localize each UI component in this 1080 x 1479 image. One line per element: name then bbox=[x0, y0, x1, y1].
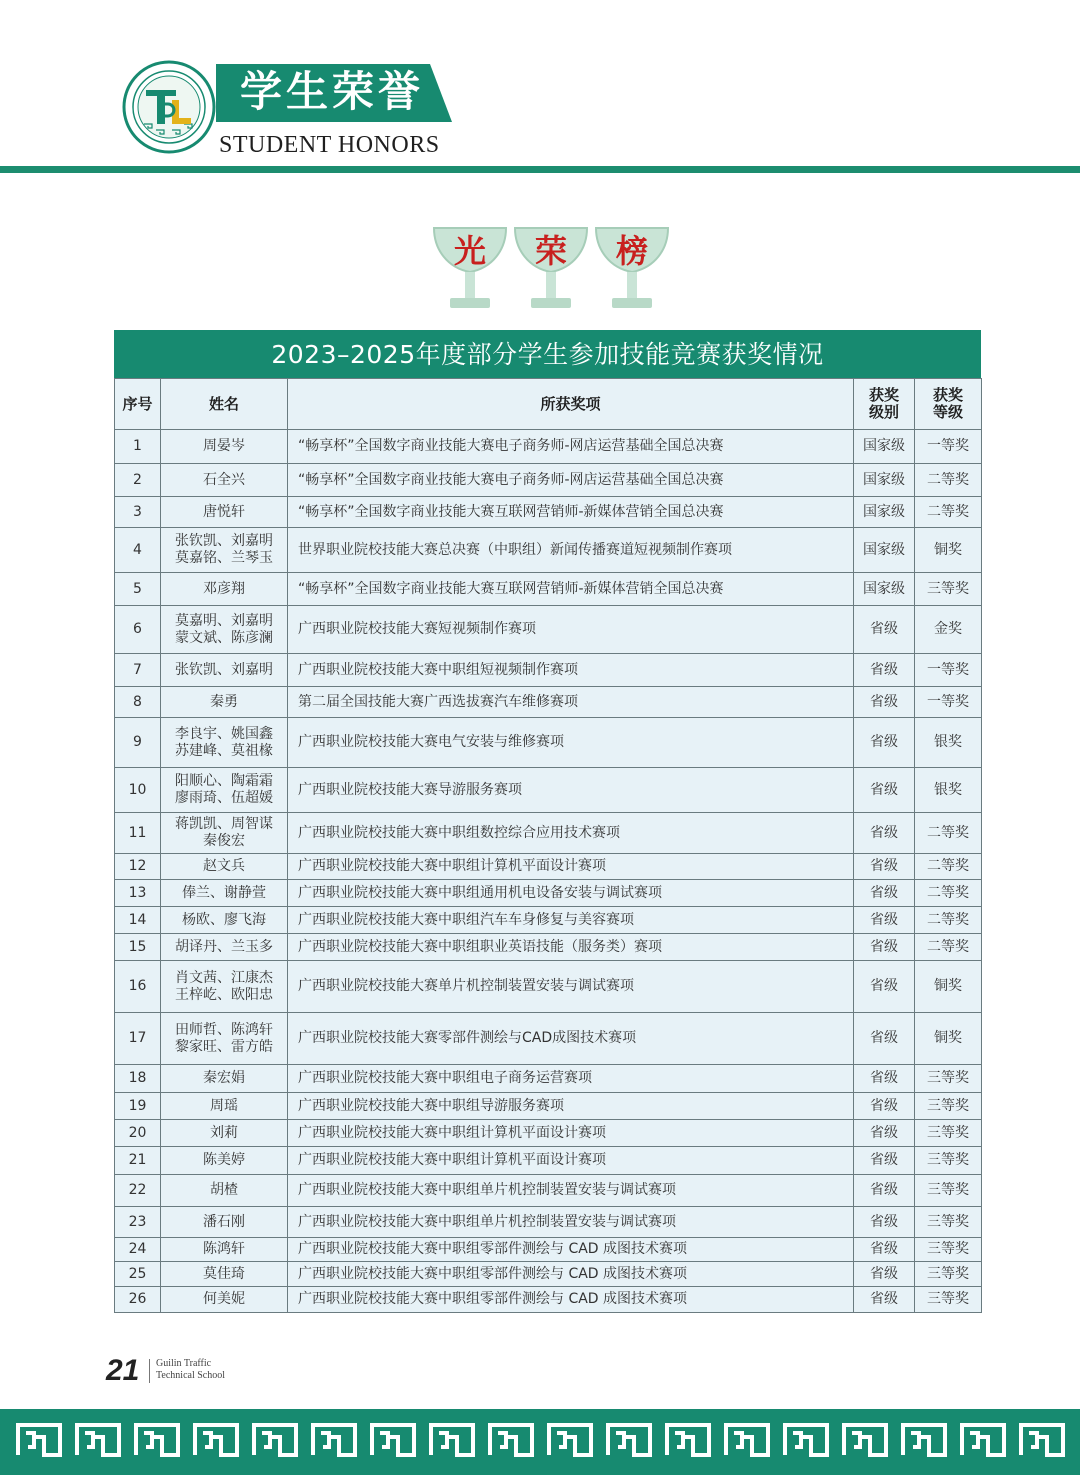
cell-level: 省级 bbox=[854, 813, 915, 854]
student-names: 廖雨琦、伍超媛 bbox=[175, 790, 273, 806]
cell-no: 11 bbox=[115, 813, 161, 854]
table-body bbox=[115, 430, 982, 1313]
cell-award: “畅享杯”全国数字商业技能大赛互联网营销师-新媒体营销全国总决赛 bbox=[288, 497, 854, 528]
cell-level: 省级 bbox=[854, 854, 915, 880]
cell-grade: 银奖 bbox=[915, 718, 982, 768]
cell-grade: 铜奖 bbox=[915, 961, 982, 1013]
fret-motif bbox=[431, 1425, 473, 1455]
student-names: 苏建峰、莫祖椽 bbox=[175, 742, 273, 759]
cell-no: 20 bbox=[115, 1120, 161, 1147]
table-row bbox=[115, 497, 982, 528]
header-level: 获奖 级别 bbox=[854, 379, 915, 430]
banner-char: 光 bbox=[453, 232, 487, 270]
cell-grade: 二等奖 bbox=[915, 854, 982, 880]
cell-name bbox=[161, 464, 288, 497]
student-names: 田师哲、陈鸿轩 bbox=[175, 1021, 273, 1038]
cell-level: 国家级 bbox=[854, 528, 915, 573]
cell-level: 省级 bbox=[854, 687, 915, 718]
cell-no: 4 bbox=[115, 528, 161, 573]
fret-motif bbox=[18, 1425, 60, 1455]
table-row bbox=[115, 1175, 982, 1207]
banner-char: 榜 bbox=[615, 232, 649, 270]
table-title: 2023–2025年度部分学生参加技能竞赛获奖情况 bbox=[114, 330, 981, 378]
student-names: 胡楂 bbox=[210, 1182, 238, 1198]
cell-level: 国家级 bbox=[854, 497, 915, 528]
page-title-en: STUDENT HONORS bbox=[219, 132, 440, 158]
table-row bbox=[115, 880, 982, 907]
table-row bbox=[115, 854, 982, 880]
cell-award: 世界职业院校技能大赛总决赛（中职组）新闻传播赛道短视频制作赛项 bbox=[288, 528, 854, 573]
cell-name bbox=[161, 880, 288, 907]
cell-name bbox=[161, 1093, 288, 1120]
cell-no: 16 bbox=[115, 961, 161, 1013]
cell-award: 广西职业院校技能大赛中职组通用机电设备安装与调试赛项 bbox=[288, 880, 854, 907]
cell-name bbox=[161, 1262, 288, 1287]
footer-band bbox=[0, 1409, 1080, 1475]
cell-no: 18 bbox=[115, 1065, 161, 1093]
cell-award: 广西职业院校技能大赛中职组电子商务运营赛项 bbox=[288, 1065, 854, 1093]
cell-no: 17 bbox=[115, 1013, 161, 1065]
cell-level: 省级 bbox=[854, 1207, 915, 1238]
cell-no: 3 bbox=[115, 497, 161, 528]
cell-level: 省级 bbox=[854, 1093, 915, 1120]
cell-grade: 三等奖 bbox=[915, 1065, 982, 1093]
student-names: 莫嘉铭、兰琴玉 bbox=[175, 550, 273, 566]
cell-award: 广西职业院校技能大赛中职组数控综合应用技术赛项 bbox=[288, 813, 854, 854]
cell-name bbox=[161, 1065, 288, 1093]
cell-name bbox=[161, 573, 288, 606]
cell-no: 13 bbox=[115, 880, 161, 907]
cell-award: 广西职业院校技能大赛零部件测绘与CAD成图技术赛项 bbox=[288, 1013, 854, 1065]
fret-motif bbox=[77, 1425, 119, 1455]
cell-no: 19 bbox=[115, 1093, 161, 1120]
table-row bbox=[115, 1287, 982, 1313]
cell-grade: 二等奖 bbox=[915, 934, 982, 961]
cell-name bbox=[161, 854, 288, 880]
cell-name bbox=[161, 961, 288, 1013]
cell-grade: 一等奖 bbox=[915, 430, 982, 464]
cell-no: 9 bbox=[115, 718, 161, 768]
cell-award: 广西职业院校技能大赛中职组导游服务赛项 bbox=[288, 1093, 854, 1120]
cell-name bbox=[161, 768, 288, 813]
table-row bbox=[115, 813, 982, 854]
fret-motif bbox=[726, 1425, 768, 1455]
table-row bbox=[115, 718, 982, 768]
cell-award: 第二届全国技能大赛广西选拔赛汽车维修赛项 bbox=[288, 687, 854, 718]
fret-motif bbox=[785, 1425, 827, 1455]
cell-award: 广西职业院校技能大赛中职组零部件测绘与 CAD 成图技术赛项 bbox=[288, 1287, 854, 1313]
cell-grade: 一等奖 bbox=[915, 654, 982, 687]
header-grade: 获奖 等级 bbox=[915, 379, 982, 430]
student-names: 周瑶 bbox=[210, 1097, 238, 1114]
cell-award: 广西职业院校技能大赛中职组汽车车身修复与美容赛项 bbox=[288, 907, 854, 934]
cell-no: 1 bbox=[115, 430, 161, 464]
cell-name bbox=[161, 813, 288, 854]
student-names: 蒋凯凯、周智谋 bbox=[175, 816, 273, 832]
cell-award: 广西职业院校技能大赛中职组计算机平面设计赛项 bbox=[288, 854, 854, 880]
cell-award: 广西职业院校技能大赛中职组零部件测绘与 CAD 成图技术赛项 bbox=[288, 1238, 854, 1262]
cell-name bbox=[161, 1147, 288, 1175]
cell-no: 23 bbox=[115, 1207, 161, 1238]
awards-table-container bbox=[114, 330, 981, 1313]
table-row bbox=[115, 654, 982, 687]
cell-award: “畅享杯”全国数字商业技能大赛电子商务师-网店运营基础全国总决赛 bbox=[288, 430, 854, 464]
student-names: 莫佳琦 bbox=[203, 1265, 245, 1282]
cell-level: 省级 bbox=[854, 961, 915, 1013]
student-names: 肖文茜、江康杰 bbox=[175, 969, 273, 986]
cell-grade: 三等奖 bbox=[915, 1175, 982, 1207]
cell-name bbox=[161, 1120, 288, 1147]
cell-award: 广西职业院校技能大赛中职组计算机平面设计赛项 bbox=[288, 1120, 854, 1147]
cell-name bbox=[161, 430, 288, 464]
table-row bbox=[115, 961, 982, 1013]
page-number-divider bbox=[149, 1359, 150, 1383]
fret-motif bbox=[608, 1425, 650, 1455]
cell-no: 25 bbox=[115, 1262, 161, 1287]
cell-no: 2 bbox=[115, 464, 161, 497]
table-row bbox=[115, 430, 982, 464]
cell-no: 14 bbox=[115, 907, 161, 934]
fret-motif bbox=[903, 1425, 945, 1455]
fret-motif bbox=[195, 1425, 237, 1455]
cell-award: 广西职业院校技能大赛电气安装与维修赛项 bbox=[288, 718, 854, 768]
cell-level: 国家级 bbox=[854, 430, 915, 464]
cell-level: 省级 bbox=[854, 1120, 915, 1147]
cell-name bbox=[161, 907, 288, 934]
cell-level: 国家级 bbox=[854, 573, 915, 606]
cell-grade: 三等奖 bbox=[915, 1120, 982, 1147]
table-row bbox=[115, 687, 982, 718]
page-number: 21 bbox=[106, 1354, 140, 1387]
header-name: 姓名 bbox=[161, 379, 288, 430]
cell-award: 广西职业院校技能大赛中职组短视频制作赛项 bbox=[288, 654, 854, 687]
student-names: 周晏岑 bbox=[203, 438, 245, 454]
student-names: 胡译丹、兰玉多 bbox=[175, 938, 273, 955]
student-names: 陈鸿轩 bbox=[203, 1241, 245, 1257]
student-names: 邓彦翔 bbox=[203, 580, 245, 597]
student-names: 秦勇 bbox=[210, 693, 238, 710]
cell-award: 广西职业院校技能大赛中职组计算机平面设计赛项 bbox=[288, 1147, 854, 1175]
cell-grade: 铜奖 bbox=[915, 1013, 982, 1065]
cell-award: 广西职业院校技能大赛中职组单片机控制装置安装与调试赛项 bbox=[288, 1175, 854, 1207]
cell-grade: 三等奖 bbox=[915, 1207, 982, 1238]
school-logo bbox=[122, 60, 216, 154]
table-header-row bbox=[115, 379, 982, 430]
cell-level: 省级 bbox=[854, 1013, 915, 1065]
cell-grade: 三等奖 bbox=[915, 1093, 982, 1120]
fret-motif bbox=[844, 1425, 886, 1455]
cell-name bbox=[161, 1207, 288, 1238]
student-names: 阳顺心、陶霜霜 bbox=[175, 773, 273, 789]
cell-grade: 金奖 bbox=[915, 606, 982, 654]
table-row bbox=[115, 1238, 982, 1262]
table-row bbox=[115, 1207, 982, 1238]
trophy-icon bbox=[596, 228, 668, 308]
cell-name bbox=[161, 497, 288, 528]
cell-name bbox=[161, 654, 288, 687]
cell-name bbox=[161, 718, 288, 768]
cell-grade: 二等奖 bbox=[915, 813, 982, 854]
student-names: 何美妮 bbox=[203, 1291, 245, 1307]
cell-grade: 三等奖 bbox=[915, 1287, 982, 1313]
header-award: 所获奖项 bbox=[288, 379, 854, 430]
student-names: 俸兰、谢静萱 bbox=[182, 884, 266, 901]
cell-grade: 二等奖 bbox=[915, 497, 982, 528]
cell-no: 8 bbox=[115, 687, 161, 718]
cell-no: 26 bbox=[115, 1287, 161, 1313]
cell-name bbox=[161, 934, 288, 961]
cell-level: 省级 bbox=[854, 768, 915, 813]
table-row bbox=[115, 1120, 982, 1147]
fret-motif bbox=[1021, 1425, 1063, 1455]
cell-name bbox=[161, 1013, 288, 1065]
cell-level: 省级 bbox=[854, 934, 915, 961]
table-row bbox=[115, 1013, 982, 1065]
cell-grade: 铜奖 bbox=[915, 528, 982, 573]
cell-name bbox=[161, 528, 288, 573]
student-names: 秦俊宏 bbox=[203, 833, 245, 849]
student-names: 赵文兵 bbox=[203, 858, 245, 874]
table-row bbox=[115, 606, 982, 654]
fret-motif bbox=[962, 1425, 1004, 1455]
student-names: 杨欧、廖飞海 bbox=[182, 911, 266, 928]
student-names: 蒙文斌、陈彦澜 bbox=[175, 629, 273, 646]
student-names: 石全兴 bbox=[203, 471, 245, 488]
cell-level: 省级 bbox=[854, 1175, 915, 1207]
cell-name bbox=[161, 1175, 288, 1207]
cell-award: 广西职业院校技能大赛短视频制作赛项 bbox=[288, 606, 854, 654]
student-names: 张钦凯、刘嘉明 bbox=[175, 533, 273, 549]
fret-motif bbox=[313, 1425, 355, 1455]
cell-no: 6 bbox=[115, 606, 161, 654]
cell-award: “畅享杯”全国数字商业技能大赛电子商务师-网店运营基础全国总决赛 bbox=[288, 464, 854, 497]
student-names: 唐悦轩 bbox=[203, 503, 245, 520]
table-row bbox=[115, 1147, 982, 1175]
header-no: 序号 bbox=[115, 379, 161, 430]
cell-grade: 银奖 bbox=[915, 768, 982, 813]
fret-motif bbox=[549, 1425, 591, 1455]
cell-award: 广西职业院校技能大赛单片机控制装置安装与调试赛项 bbox=[288, 961, 854, 1013]
table-row bbox=[115, 934, 982, 961]
cell-grade: 三等奖 bbox=[915, 1147, 982, 1175]
banner-char: 荣 bbox=[534, 232, 568, 270]
fret-motif bbox=[254, 1425, 296, 1455]
school-name: Guilin Traffic Technical School bbox=[156, 1358, 225, 1381]
cell-name bbox=[161, 1287, 288, 1313]
cell-level: 省级 bbox=[854, 718, 915, 768]
header-divider bbox=[0, 166, 1080, 173]
cell-no: 15 bbox=[115, 934, 161, 961]
trophy-icon bbox=[515, 228, 587, 308]
table-row bbox=[115, 907, 982, 934]
cell-level: 省级 bbox=[854, 1065, 915, 1093]
cell-award: 广西职业院校技能大赛导游服务赛项 bbox=[288, 768, 854, 813]
cell-award: “畅享杯”全国数字商业技能大赛互联网营销师-新媒体营销全国总决赛 bbox=[288, 573, 854, 606]
cell-grade: 三等奖 bbox=[915, 573, 982, 606]
cell-level: 省级 bbox=[854, 907, 915, 934]
table-row bbox=[115, 1065, 982, 1093]
cell-grade: 二等奖 bbox=[915, 907, 982, 934]
cell-no: 5 bbox=[115, 573, 161, 606]
student-names: 张钦凯、刘嘉明 bbox=[175, 661, 273, 678]
cell-name bbox=[161, 1238, 288, 1262]
cell-no: 10 bbox=[115, 768, 161, 813]
cell-name bbox=[161, 606, 288, 654]
student-names: 莫嘉明、刘嘉明 bbox=[175, 612, 273, 629]
cell-level: 省级 bbox=[854, 1147, 915, 1175]
table-row bbox=[115, 1093, 982, 1120]
trophy-icon bbox=[434, 228, 506, 308]
student-names: 陈美婷 bbox=[203, 1152, 245, 1168]
student-names: 秦宏娟 bbox=[203, 1070, 245, 1086]
cell-award: 广西职业院校技能大赛中职组单片机控制装置安装与调试赛项 bbox=[288, 1207, 854, 1238]
cell-grade: 二等奖 bbox=[915, 464, 982, 497]
cell-level: 省级 bbox=[854, 606, 915, 654]
table-row bbox=[115, 768, 982, 813]
fret-motif bbox=[136, 1425, 178, 1455]
cell-level: 省级 bbox=[854, 1238, 915, 1262]
fret-motif bbox=[667, 1425, 709, 1455]
table-row bbox=[115, 1262, 982, 1287]
cell-no: 22 bbox=[115, 1175, 161, 1207]
cell-level: 国家级 bbox=[854, 464, 915, 497]
student-names: 潘石刚 bbox=[203, 1213, 245, 1230]
page-title: 学生荣誉 bbox=[240, 67, 425, 116]
awards-table bbox=[114, 378, 982, 1313]
cell-no: 24 bbox=[115, 1238, 161, 1262]
fret-motif bbox=[372, 1425, 414, 1455]
cell-grade: 二等奖 bbox=[915, 880, 982, 907]
cell-no: 21 bbox=[115, 1147, 161, 1175]
student-names: 黎家旺、雷方皓 bbox=[175, 1038, 273, 1055]
cell-no: 7 bbox=[115, 654, 161, 687]
fret-motif bbox=[490, 1425, 532, 1455]
table-row bbox=[115, 528, 982, 573]
cell-level: 省级 bbox=[854, 654, 915, 687]
cell-level: 省级 bbox=[854, 880, 915, 907]
table-row bbox=[115, 573, 982, 606]
cell-level: 省级 bbox=[854, 1287, 915, 1313]
cell-grade: 一等奖 bbox=[915, 687, 982, 718]
cell-grade: 三等奖 bbox=[915, 1238, 982, 1262]
cell-award: 广西职业院校技能大赛中职组职业英语技能（服务类）赛项 bbox=[288, 934, 854, 961]
honor-roll-banner bbox=[430, 222, 672, 312]
table-row bbox=[115, 464, 982, 497]
cell-name bbox=[161, 687, 288, 718]
student-names: 李良宇、姚国鑫 bbox=[175, 725, 273, 742]
cell-award: 广西职业院校技能大赛中职组零部件测绘与 CAD 成图技术赛项 bbox=[288, 1262, 854, 1287]
cell-level: 省级 bbox=[854, 1262, 915, 1287]
student-names: 王梓屹、欧阳忠 bbox=[175, 986, 273, 1003]
student-names: 刘莉 bbox=[210, 1124, 238, 1141]
fret-pattern bbox=[0, 1409, 1080, 1475]
cell-no: 12 bbox=[115, 854, 161, 880]
cell-grade: 三等奖 bbox=[915, 1262, 982, 1287]
